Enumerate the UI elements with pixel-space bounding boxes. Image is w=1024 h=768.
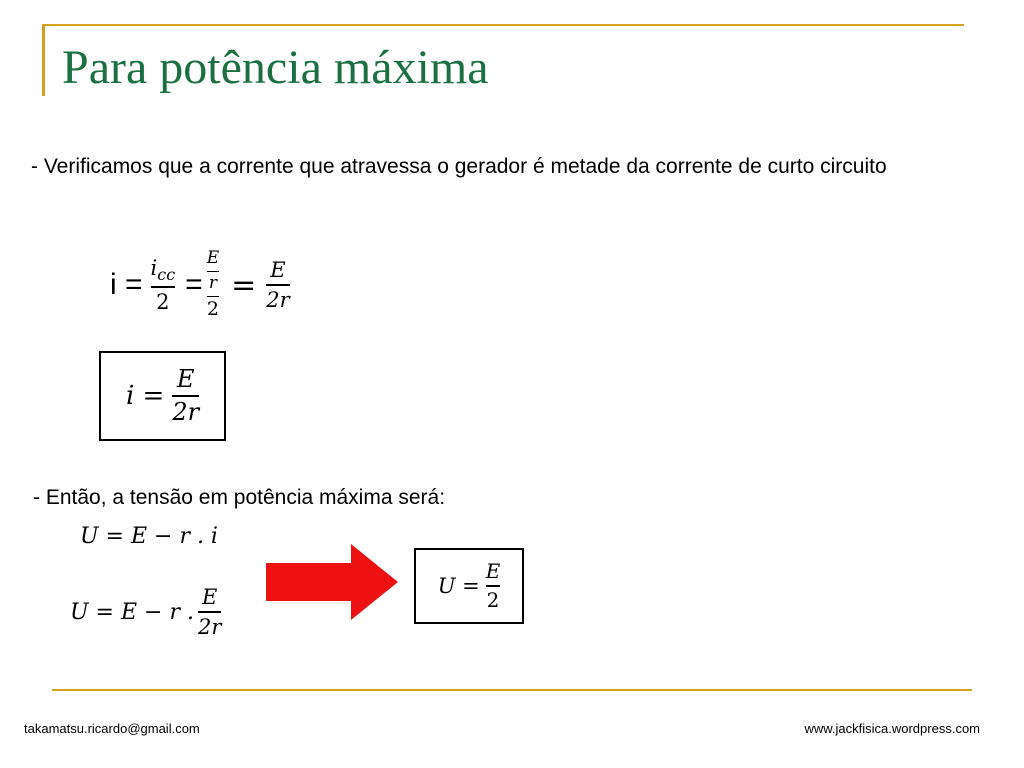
accent-vertical-rule [42, 24, 45, 96]
footer-rule [52, 689, 972, 691]
boxed-voltage-result: U = $\frac{E}{2}$ [414, 548, 524, 624]
equation-voltage-general: U = E − r . i [80, 524, 218, 549]
paragraph-voltage: - Então, a tensão em potência máxima será: [33, 486, 446, 509]
fraction-icc-over-2: $\frac{i_{cc}}{2}$ [150, 255, 176, 314]
footer-website: www.jackfisica.wordpress.com [804, 721, 980, 736]
paragraph-intro: - Verificamos que a corrente que atravessa o gerador é metade da corrente de curto circuito [31, 155, 887, 178]
equation-voltage-substituted: U = E − r . $\frac{E}{2r}$ [70, 585, 222, 639]
eq1-lhs: i = [110, 268, 143, 301]
eq1-equals-a: = [185, 268, 203, 301]
accent-top-rule [42, 24, 964, 26]
fraction-e-over-r-over-2: $\frac{\frac{E}{r}}{2}$ [206, 248, 220, 321]
boxed-current-result: i = $\frac{E}{2r}$ [99, 351, 226, 441]
slide-title: Para potência máxima [62, 41, 489, 94]
footer-email: takamatsu.ricardo@gmail.com [24, 721, 200, 736]
fraction-e-over-2r: $\frac{E}{2r}$ [266, 258, 290, 312]
right-arrow-icon [266, 544, 400, 620]
equation-current-derivation [110, 238, 290, 332]
eq1-equals-b: = [231, 267, 257, 303]
